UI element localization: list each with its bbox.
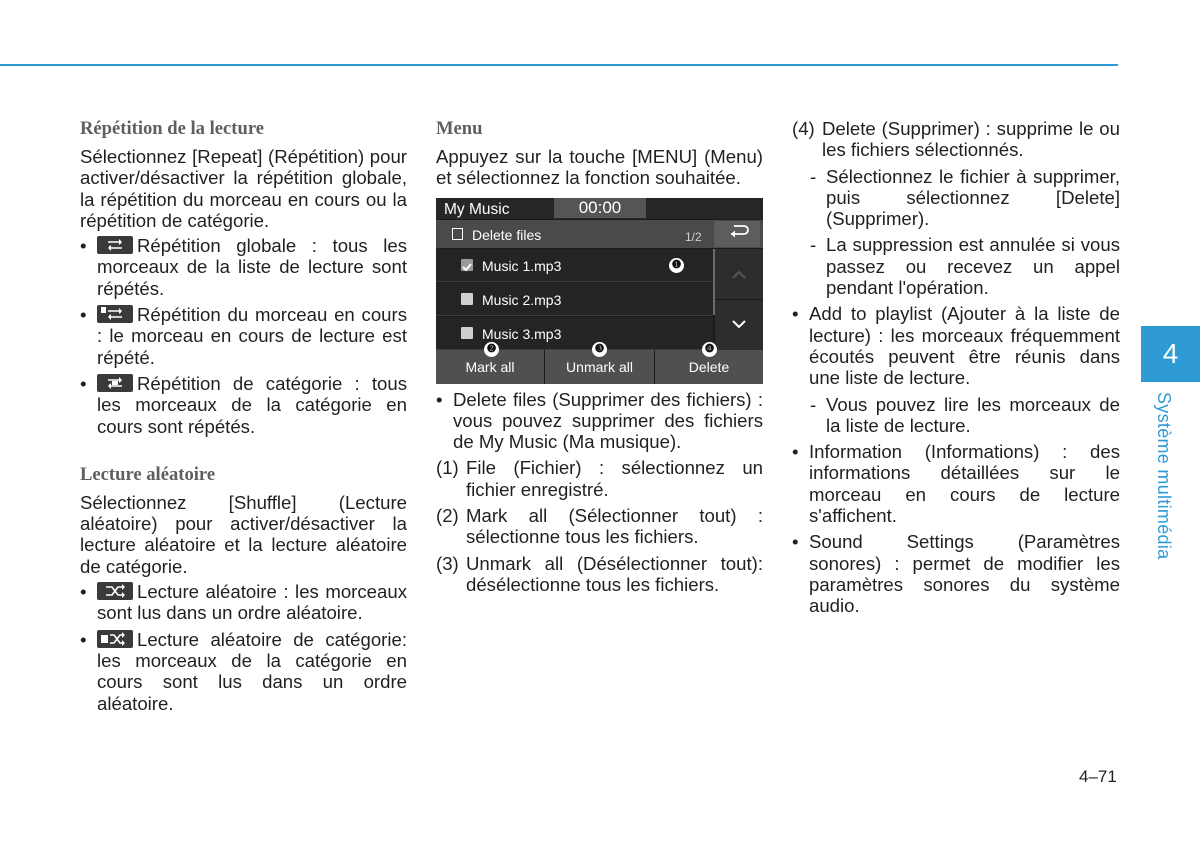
- repeat-heading: Répétition de la lecture: [80, 118, 265, 139]
- dash-mark: -: [810, 234, 817, 256]
- chapter-title: Système multimédia: [1154, 392, 1174, 560]
- shuffle-category-text: Lecture aléatoire de catégorie: les morceaux de la catégorie en cours sont lus dans un ordre aléatoire.: [97, 628, 407, 714]
- mark-all-button[interactable]: Mark all: [436, 350, 544, 384]
- back-button[interactable]: [714, 221, 760, 247]
- page-indicator: 1/2: [685, 229, 702, 244]
- repeat-one-text: Répétition du morceau en cours : le morceau en cours de lecture est répété.: [97, 304, 407, 368]
- item-number: (4): [792, 118, 815, 139]
- screen-clock: 00:00: [554, 198, 646, 218]
- item-number: (2): [436, 505, 459, 527]
- item-number: (1): [436, 457, 459, 479]
- shuffle-category-icon: [97, 630, 133, 648]
- numbered-item-2: [436, 505, 763, 548]
- repeat-all-icon: [97, 236, 133, 254]
- column-1: [80, 118, 407, 719]
- shuffle-icon: [97, 582, 133, 600]
- repeat-one-icon: [97, 305, 133, 323]
- delete-files-bullet: • Delete files (Supprimer des fichiers) : vous pouvez supprimer des fichiers de My Music (Ma musique).: [436, 389, 763, 453]
- information-bullet: • Information (Informations) : des informations détaillées sur le morceau en cours de lecture s'affichent.: [792, 441, 1120, 526]
- file-row-1[interactable]: [436, 249, 713, 282]
- menu-heading: Menu: [436, 118, 483, 139]
- scroll-down-button[interactable]: [715, 300, 763, 350]
- page-number: 4–71: [1079, 767, 1117, 786]
- chapter-tab: 4: [1141, 326, 1200, 382]
- repeat-all-item: [80, 235, 407, 299]
- my-music-screen: [436, 198, 763, 384]
- repeat-category-icon: [97, 374, 133, 392]
- dash-text: Vous pouvez lire les morceaux de la liste de lecture.: [826, 393, 1120, 436]
- file-row-2[interactable]: [436, 283, 713, 316]
- playlist-dash: [792, 394, 1120, 437]
- screen-title: My Music: [444, 200, 510, 218]
- checkbox-unchecked[interactable]: [461, 293, 473, 305]
- numbered-item-3: [436, 553, 763, 596]
- callout-1: ❶: [669, 258, 684, 273]
- column-3: [792, 118, 1120, 622]
- playlist-bullet: • Add to playlist (Ajouter à la liste de lecture) : les morceaux fréquemment écoutés peuvent être réunis dans une liste de lecture.: [792, 303, 1120, 388]
- dash-text: Sélectionnez le fichier à supprimer, puis sélectionnez [Delete] (Supprimer).: [826, 165, 1120, 230]
- shuffle-heading: Lecture aléatoire: [80, 463, 216, 485]
- menu-intro: Appuyez sur la touche [MENU] (Menu) et sélectionnez la fonction souhaitée.: [436, 146, 763, 189]
- delete-files-header: [436, 220, 763, 248]
- item-text: File (Fichier) : sélectionnez un fichier enregistré.: [466, 457, 763, 500]
- dash-mark: -: [810, 165, 817, 187]
- repeat-category-item: [80, 373, 407, 437]
- file-name: Music 2.mp3: [482, 291, 562, 308]
- repeat-intro: Sélectionnez [Repeat] (Répétition) pour activer/désactiver la répétition globale, la répétition du morceau en cours ou la répétition de catégorie.: [80, 146, 407, 231]
- callout-3: ❸: [592, 342, 607, 357]
- column-2: [436, 118, 763, 600]
- file-name: Music 3.mp3: [482, 325, 562, 342]
- item-text: Unmark all (Désélectionner tout): désélectionne tous les fichiers.: [466, 552, 763, 595]
- checkbox-unchecked[interactable]: [461, 327, 473, 339]
- item-text: Delete (Supprimer) : supprime le ou les fichiers sélectionnés.: [822, 118, 1120, 161]
- shuffle-intro: Sélectionnez [Shuffle] (Lecture aléatoire) pour activer/désactiver la lecture aléatoire et la lecture aléatoire de catégorie.: [80, 491, 407, 577]
- unmark-all-button[interactable]: Unmark all: [545, 350, 654, 384]
- delete-dash-2: [792, 234, 1120, 298]
- delete-button[interactable]: Delete: [655, 350, 763, 384]
- top-rule: [0, 64, 1118, 66]
- scroll-up-button[interactable]: [715, 249, 763, 299]
- repeat-category-text: Répétition de catégorie : tous les morceaux de la catégorie en cours sont répétés.: [97, 372, 407, 437]
- repeat-one-item: [80, 304, 407, 368]
- chevron-down-icon: [715, 300, 763, 350]
- sound-settings-bullet: • Sound Settings (Paramètres sonores) : permet de modifier les paramètres sonores du système audio.: [792, 531, 1120, 616]
- repeat-all-text: Répétition globale : tous les morceaux de la liste de lecture sont répétés.: [97, 235, 407, 299]
- item-number: (3): [436, 552, 459, 574]
- back-arrow-icon: [714, 221, 760, 247]
- shuffle-text: Lecture aléatoire : les morceaux sont lus dans un ordre aléatoire.: [97, 581, 407, 624]
- dash-text: La suppression est annulée si vous passez ou recevez un appel pendant l'opération.: [826, 234, 1120, 299]
- checkbox-checked[interactable]: [461, 259, 473, 271]
- list-icon: [452, 228, 463, 240]
- chevron-up-icon: [715, 249, 763, 299]
- dash-mark: -: [810, 393, 817, 415]
- header-label: Delete files: [472, 226, 542, 243]
- delete-dash-1: [792, 166, 1120, 230]
- shuffle-category-item: [80, 629, 407, 714]
- callout-4: ❹: [702, 342, 717, 357]
- shuffle-item: [80, 581, 407, 624]
- file-name: Music 1.mp3: [482, 257, 562, 274]
- numbered-item-4: [792, 118, 1120, 161]
- file-row-3[interactable]: [436, 317, 713, 350]
- callout-2: ❷: [484, 342, 499, 357]
- item-text: Mark all (Sélectionner tout) : sélectionne tous les fichiers.: [466, 505, 763, 548]
- numbered-item-1: [436, 457, 763, 500]
